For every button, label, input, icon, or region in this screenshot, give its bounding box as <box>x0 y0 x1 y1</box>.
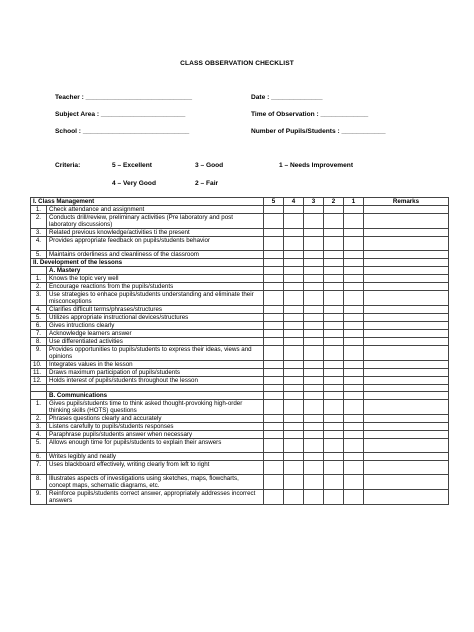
item-text: Maintains orderliness and cleanliness of the classroom <box>47 251 264 259</box>
item-number: 3. <box>31 229 47 237</box>
item-number: 1. <box>31 400 47 415</box>
score-cell-1 <box>344 361 364 369</box>
table-row <box>31 330 449 338</box>
remarks-cell <box>364 369 449 377</box>
table-row <box>31 369 449 377</box>
score-cell-4 <box>284 439 304 453</box>
table-row <box>31 423 449 431</box>
remarks-cell <box>364 453 449 461</box>
score-cell-5 <box>264 267 284 275</box>
item-text: Gives intructions clearly <box>47 322 264 330</box>
score-cell-2 <box>324 431 344 439</box>
table-row <box>31 415 449 423</box>
remarks-cell <box>364 377 449 385</box>
table-row <box>31 322 449 330</box>
score-cell-1 <box>344 229 364 237</box>
score-cell-2 <box>324 385 344 392</box>
remarks-cell <box>364 291 449 306</box>
item-number: 8. <box>31 475 47 490</box>
score-cell-1 <box>344 439 364 453</box>
score-cell-1 <box>344 251 364 259</box>
score-cell-5 <box>264 400 284 415</box>
subsection-title: A. Mastery <box>47 267 264 275</box>
criteria-label: Criteria: <box>55 162 81 169</box>
score-cell-1 <box>344 206 364 214</box>
page-title: CLASS OBSERVATION CHECKLIST <box>180 60 294 67</box>
remarks-cell <box>364 338 449 346</box>
item-number: 6. <box>31 322 47 330</box>
remarks-cell <box>364 283 449 291</box>
score-cell-2 <box>324 237 344 251</box>
score-cell-4 <box>284 361 304 369</box>
item-text: Utilizes appropriate instructional devices/structures <box>47 314 264 322</box>
score-cell-2 <box>324 306 344 314</box>
score-cell-5 <box>264 283 284 291</box>
item-number: 6. <box>31 453 47 461</box>
score-cell-1 <box>344 275 364 283</box>
score-cell-5 <box>264 415 284 423</box>
score-cell-5 <box>264 361 284 369</box>
item-number: 9. <box>31 490 47 505</box>
table-row <box>31 275 449 283</box>
table-row <box>31 431 449 439</box>
item-text: Illustrates aspects of investigations using sketches, maps, flowcharts, concept maps, schematic diagrams, etc. <box>47 475 264 490</box>
score-cell-5 <box>264 275 284 283</box>
score-cell-1 <box>344 283 364 291</box>
score-cell-1 <box>344 291 364 306</box>
score-cell-2 <box>324 439 344 453</box>
subject-field: Subject Area : _______________________ <box>55 111 186 118</box>
item-text: Integrates values in the lesson <box>47 361 264 369</box>
score-cell-4 <box>284 453 304 461</box>
score-cell-3 <box>304 439 324 453</box>
score-cell-3 <box>304 346 324 361</box>
remarks-cell <box>364 475 449 490</box>
section-row <box>31 267 449 275</box>
item-number: 4. <box>31 237 47 251</box>
item-number: 7. <box>31 461 47 475</box>
score-cell-5 <box>264 206 284 214</box>
item-text: Draws maximum participation of pupils/students <box>47 369 264 377</box>
score-cell-5 <box>264 439 284 453</box>
score-cell-3 <box>304 338 324 346</box>
pupils-field: Number of Pupils/Students : ____________ <box>251 128 386 135</box>
remarks-cell <box>364 306 449 314</box>
score-cell-3 <box>304 475 324 490</box>
score-cell-2 <box>324 330 344 338</box>
score-cell-2 <box>324 214 344 229</box>
criteria-4: 4 – Very Good <box>112 180 156 187</box>
score-cell-5 <box>264 461 284 475</box>
score-cell-4 <box>284 392 304 400</box>
criteria-2: 2 – Fair <box>195 180 219 187</box>
score-cell-4 <box>284 259 304 267</box>
item-number: 3. <box>31 291 47 306</box>
table-row <box>31 237 449 251</box>
item-number: 11. <box>31 369 47 377</box>
score-cell-4 <box>284 330 304 338</box>
item-number: 10. <box>31 361 47 369</box>
remarks-cell <box>364 214 449 229</box>
score-cell-3 <box>304 453 324 461</box>
score-cell-3 <box>304 392 324 400</box>
score-cell-2 <box>324 338 344 346</box>
score-header-4: 4 <box>284 198 304 206</box>
remarks-cell <box>364 490 449 505</box>
score-cell-5 <box>264 423 284 431</box>
table-row <box>31 453 449 461</box>
score-cell-2 <box>324 490 344 505</box>
score-cell-3 <box>304 267 324 275</box>
table-row <box>31 461 449 475</box>
item-number: 8. <box>31 338 47 346</box>
table-row <box>31 385 449 392</box>
table-row <box>31 214 449 229</box>
criteria-5: 5 – Excellent <box>112 162 152 169</box>
remarks-cell <box>364 259 449 267</box>
item-number: 2. <box>31 415 47 423</box>
item-number: 9. <box>31 346 47 361</box>
score-cell-4 <box>284 206 304 214</box>
item-text: Use strategies to enhace pupils/students understanding and eliminate their misconceptions <box>47 291 264 306</box>
score-cell-4 <box>284 322 304 330</box>
item-text: Provides appropriate feedback on pupils/students behavior <box>47 237 264 251</box>
score-cell-5 <box>264 251 284 259</box>
score-cell-5 <box>264 314 284 322</box>
score-cell-4 <box>284 214 304 229</box>
score-cell-1 <box>344 400 364 415</box>
date-field: Date : ______________ <box>251 94 323 101</box>
item-number: 5. <box>31 314 47 322</box>
table-row <box>31 400 449 415</box>
score-cell-5 <box>264 214 284 229</box>
score-cell-5 <box>264 490 284 505</box>
table-row <box>31 283 449 291</box>
item-text: Reinforce pupils/students correct answer, appropriately addresses incorrect answers <box>47 490 264 505</box>
item-text: Use differentiated activities <box>47 338 264 346</box>
score-cell-2 <box>324 314 344 322</box>
score-cell-2 <box>324 229 344 237</box>
remarks-cell <box>364 439 449 453</box>
score-cell-5 <box>264 322 284 330</box>
table-row <box>31 206 449 214</box>
item-text: Acknowledge learners answer <box>47 330 264 338</box>
score-cell-3 <box>304 251 324 259</box>
item-number <box>31 385 47 392</box>
remarks-header: Remarks <box>364 198 449 206</box>
table-row <box>31 346 449 361</box>
score-cell-2 <box>324 369 344 377</box>
score-cell-5 <box>264 291 284 306</box>
observation-table <box>30 197 449 505</box>
score-cell-3 <box>304 259 324 267</box>
teacher-field: Teacher : _____________________________ <box>55 94 193 101</box>
item-number: 2. <box>31 283 47 291</box>
score-cell-2 <box>324 392 344 400</box>
score-cell-5 <box>264 431 284 439</box>
score-cell-5 <box>264 385 284 392</box>
score-cell-3 <box>304 237 324 251</box>
remarks-cell <box>364 206 449 214</box>
table-row <box>31 490 449 505</box>
criteria-1: 1 – Needs Improvement <box>279 162 354 169</box>
remarks-cell <box>364 229 449 237</box>
score-cell-2 <box>324 400 344 415</box>
section-title: I. Class Management <box>31 198 264 206</box>
item-number: 2. <box>31 214 47 229</box>
remarks-cell <box>364 385 449 392</box>
remarks-cell <box>364 322 449 330</box>
subsection-title: B. Communications <box>47 392 264 400</box>
score-cell-4 <box>284 338 304 346</box>
score-cell-4 <box>284 377 304 385</box>
score-cell-4 <box>284 385 304 392</box>
score-cell-3 <box>304 314 324 322</box>
section-row <box>31 392 449 400</box>
score-cell-1 <box>344 237 364 251</box>
score-cell-3 <box>304 322 324 330</box>
score-cell-3 <box>304 415 324 423</box>
score-cell-1 <box>344 431 364 439</box>
score-cell-1 <box>344 306 364 314</box>
score-cell-1 <box>344 369 364 377</box>
score-cell-4 <box>284 369 304 377</box>
score-cell-2 <box>324 275 344 283</box>
score-cell-1 <box>344 423 364 431</box>
section-row <box>31 198 449 206</box>
score-cell-3 <box>304 361 324 369</box>
score-cell-3 <box>304 490 324 505</box>
item-text: Holds interest of pupils/students throughout the lesson <box>47 377 264 385</box>
score-cell-4 <box>284 415 304 423</box>
score-cell-3 <box>304 385 324 392</box>
remarks-cell <box>364 392 449 400</box>
item-text: Uses blackboard effectively, writing clearly from left to right <box>47 461 264 475</box>
score-cell-2 <box>324 251 344 259</box>
score-cell-3 <box>304 229 324 237</box>
score-cell-4 <box>284 237 304 251</box>
remarks-cell <box>364 251 449 259</box>
section-title: II. Development of the lessons <box>31 259 264 267</box>
score-cell-4 <box>284 306 304 314</box>
item-text: Writes legibly and neatly <box>47 453 264 461</box>
score-cell-4 <box>284 431 304 439</box>
remarks-cell <box>364 314 449 322</box>
score-cell-2 <box>324 291 344 306</box>
score-header-2: 2 <box>324 198 344 206</box>
score-cell-1 <box>344 267 364 275</box>
blank-cell <box>31 392 47 400</box>
item-number: 5. <box>31 251 47 259</box>
score-cell-4 <box>284 423 304 431</box>
score-cell-3 <box>304 330 324 338</box>
item-number: 4. <box>31 431 47 439</box>
item-number: 12. <box>31 377 47 385</box>
remarks-cell <box>364 275 449 283</box>
table-row <box>31 439 449 453</box>
score-cell-1 <box>344 461 364 475</box>
table-row <box>31 314 449 322</box>
table-row <box>31 338 449 346</box>
score-cell-3 <box>304 275 324 283</box>
score-cell-2 <box>324 361 344 369</box>
score-cell-5 <box>264 338 284 346</box>
remarks-cell <box>364 431 449 439</box>
item-number: 4. <box>31 306 47 314</box>
school-field: School : _____________________________ <box>55 128 190 135</box>
score-cell-2 <box>324 346 344 361</box>
item-text: Paraphrase pupils/students answer when necessary <box>47 431 264 439</box>
score-cell-3 <box>304 377 324 385</box>
score-cell-3 <box>304 306 324 314</box>
score-cell-1 <box>344 392 364 400</box>
score-cell-1 <box>344 490 364 505</box>
score-cell-3 <box>304 291 324 306</box>
remarks-cell <box>364 267 449 275</box>
item-text: Related previous knowledge/activities ti the present <box>47 229 264 237</box>
time-field: Time of Observation : _____________ <box>251 111 369 118</box>
item-text: Clarifies difficult terms/phrases/structures <box>47 306 264 314</box>
score-cell-4 <box>284 400 304 415</box>
score-cell-2 <box>324 423 344 431</box>
remarks-cell <box>364 400 449 415</box>
score-cell-5 <box>264 453 284 461</box>
score-cell-5 <box>264 369 284 377</box>
item-number: 7. <box>31 330 47 338</box>
item-text: Provides opportunities to pupils/students to express their ideas, views and opinions <box>47 346 264 361</box>
score-cell-1 <box>344 346 364 361</box>
score-header-5: 5 <box>264 198 284 206</box>
blank-cell <box>31 267 47 275</box>
score-cell-2 <box>324 259 344 267</box>
score-cell-2 <box>324 461 344 475</box>
table-row <box>31 306 449 314</box>
item-text: Listens carefully to pupils/students responses <box>47 423 264 431</box>
score-cell-1 <box>344 453 364 461</box>
score-cell-4 <box>284 461 304 475</box>
score-cell-3 <box>304 369 324 377</box>
remarks-cell <box>364 346 449 361</box>
table-row <box>31 377 449 385</box>
score-cell-2 <box>324 283 344 291</box>
score-cell-3 <box>304 283 324 291</box>
score-cell-5 <box>264 259 284 267</box>
item-text: Allows enough time for pupils/students to explain their answers <box>47 439 264 453</box>
remarks-cell <box>364 423 449 431</box>
score-cell-5 <box>264 392 284 400</box>
score-cell-2 <box>324 415 344 423</box>
item-number: 1. <box>31 275 47 283</box>
score-cell-4 <box>284 283 304 291</box>
score-cell-4 <box>284 314 304 322</box>
item-text: Knows the topic very well <box>47 275 264 283</box>
score-cell-2 <box>324 377 344 385</box>
score-cell-4 <box>284 346 304 361</box>
score-cell-1 <box>344 259 364 267</box>
score-cell-2 <box>324 206 344 214</box>
score-cell-1 <box>344 338 364 346</box>
score-cell-4 <box>284 229 304 237</box>
score-cell-2 <box>324 322 344 330</box>
item-text: Gives pupils/students time to think asked thought-provoking high-order thinking skills (HOTS) questions <box>47 400 264 415</box>
score-cell-4 <box>284 490 304 505</box>
score-header-3: 3 <box>304 198 324 206</box>
score-cell-3 <box>304 214 324 229</box>
score-cell-1 <box>344 415 364 423</box>
score-cell-5 <box>264 475 284 490</box>
item-text: Conducts drill/review, preliminary activities (Pre laboratory and post laboratory discussions) <box>47 214 264 229</box>
score-cell-5 <box>264 377 284 385</box>
item-text: Encourage reactions from the pupils/students <box>47 283 264 291</box>
score-cell-5 <box>264 229 284 237</box>
score-cell-4 <box>284 267 304 275</box>
score-cell-3 <box>304 206 324 214</box>
score-cell-4 <box>284 475 304 490</box>
score-header-1: 1 <box>344 198 364 206</box>
score-cell-4 <box>284 291 304 306</box>
remarks-cell <box>364 361 449 369</box>
item-text: Phrases questions clearly and accurately <box>47 415 264 423</box>
score-cell-3 <box>304 431 324 439</box>
score-cell-1 <box>344 385 364 392</box>
score-cell-2 <box>324 453 344 461</box>
score-cell-5 <box>264 330 284 338</box>
score-cell-2 <box>324 475 344 490</box>
table-row <box>31 361 449 369</box>
score-cell-3 <box>304 423 324 431</box>
score-cell-4 <box>284 275 304 283</box>
score-cell-1 <box>344 322 364 330</box>
score-cell-4 <box>284 251 304 259</box>
item-number: 3. <box>31 423 47 431</box>
item-number: 5. <box>31 439 47 453</box>
remarks-cell <box>364 461 449 475</box>
score-cell-1 <box>344 475 364 490</box>
table-row <box>31 251 449 259</box>
score-cell-1 <box>344 330 364 338</box>
score-cell-1 <box>344 314 364 322</box>
score-cell-5 <box>264 237 284 251</box>
score-cell-5 <box>264 346 284 361</box>
score-cell-3 <box>304 461 324 475</box>
remarks-cell <box>364 415 449 423</box>
score-cell-1 <box>344 214 364 229</box>
score-cell-3 <box>304 400 324 415</box>
score-cell-1 <box>344 377 364 385</box>
item-number: 1. <box>31 206 47 214</box>
table-row <box>31 229 449 237</box>
table-row <box>31 475 449 490</box>
remarks-cell <box>364 330 449 338</box>
section-row <box>31 259 449 267</box>
item-text <box>47 385 264 392</box>
criteria-3: 3 – Good <box>195 162 224 169</box>
score-cell-5 <box>264 306 284 314</box>
remarks-cell <box>364 237 449 251</box>
table-row <box>31 291 449 306</box>
score-cell-2 <box>324 267 344 275</box>
item-text: Check attendance and assignment <box>47 206 264 214</box>
